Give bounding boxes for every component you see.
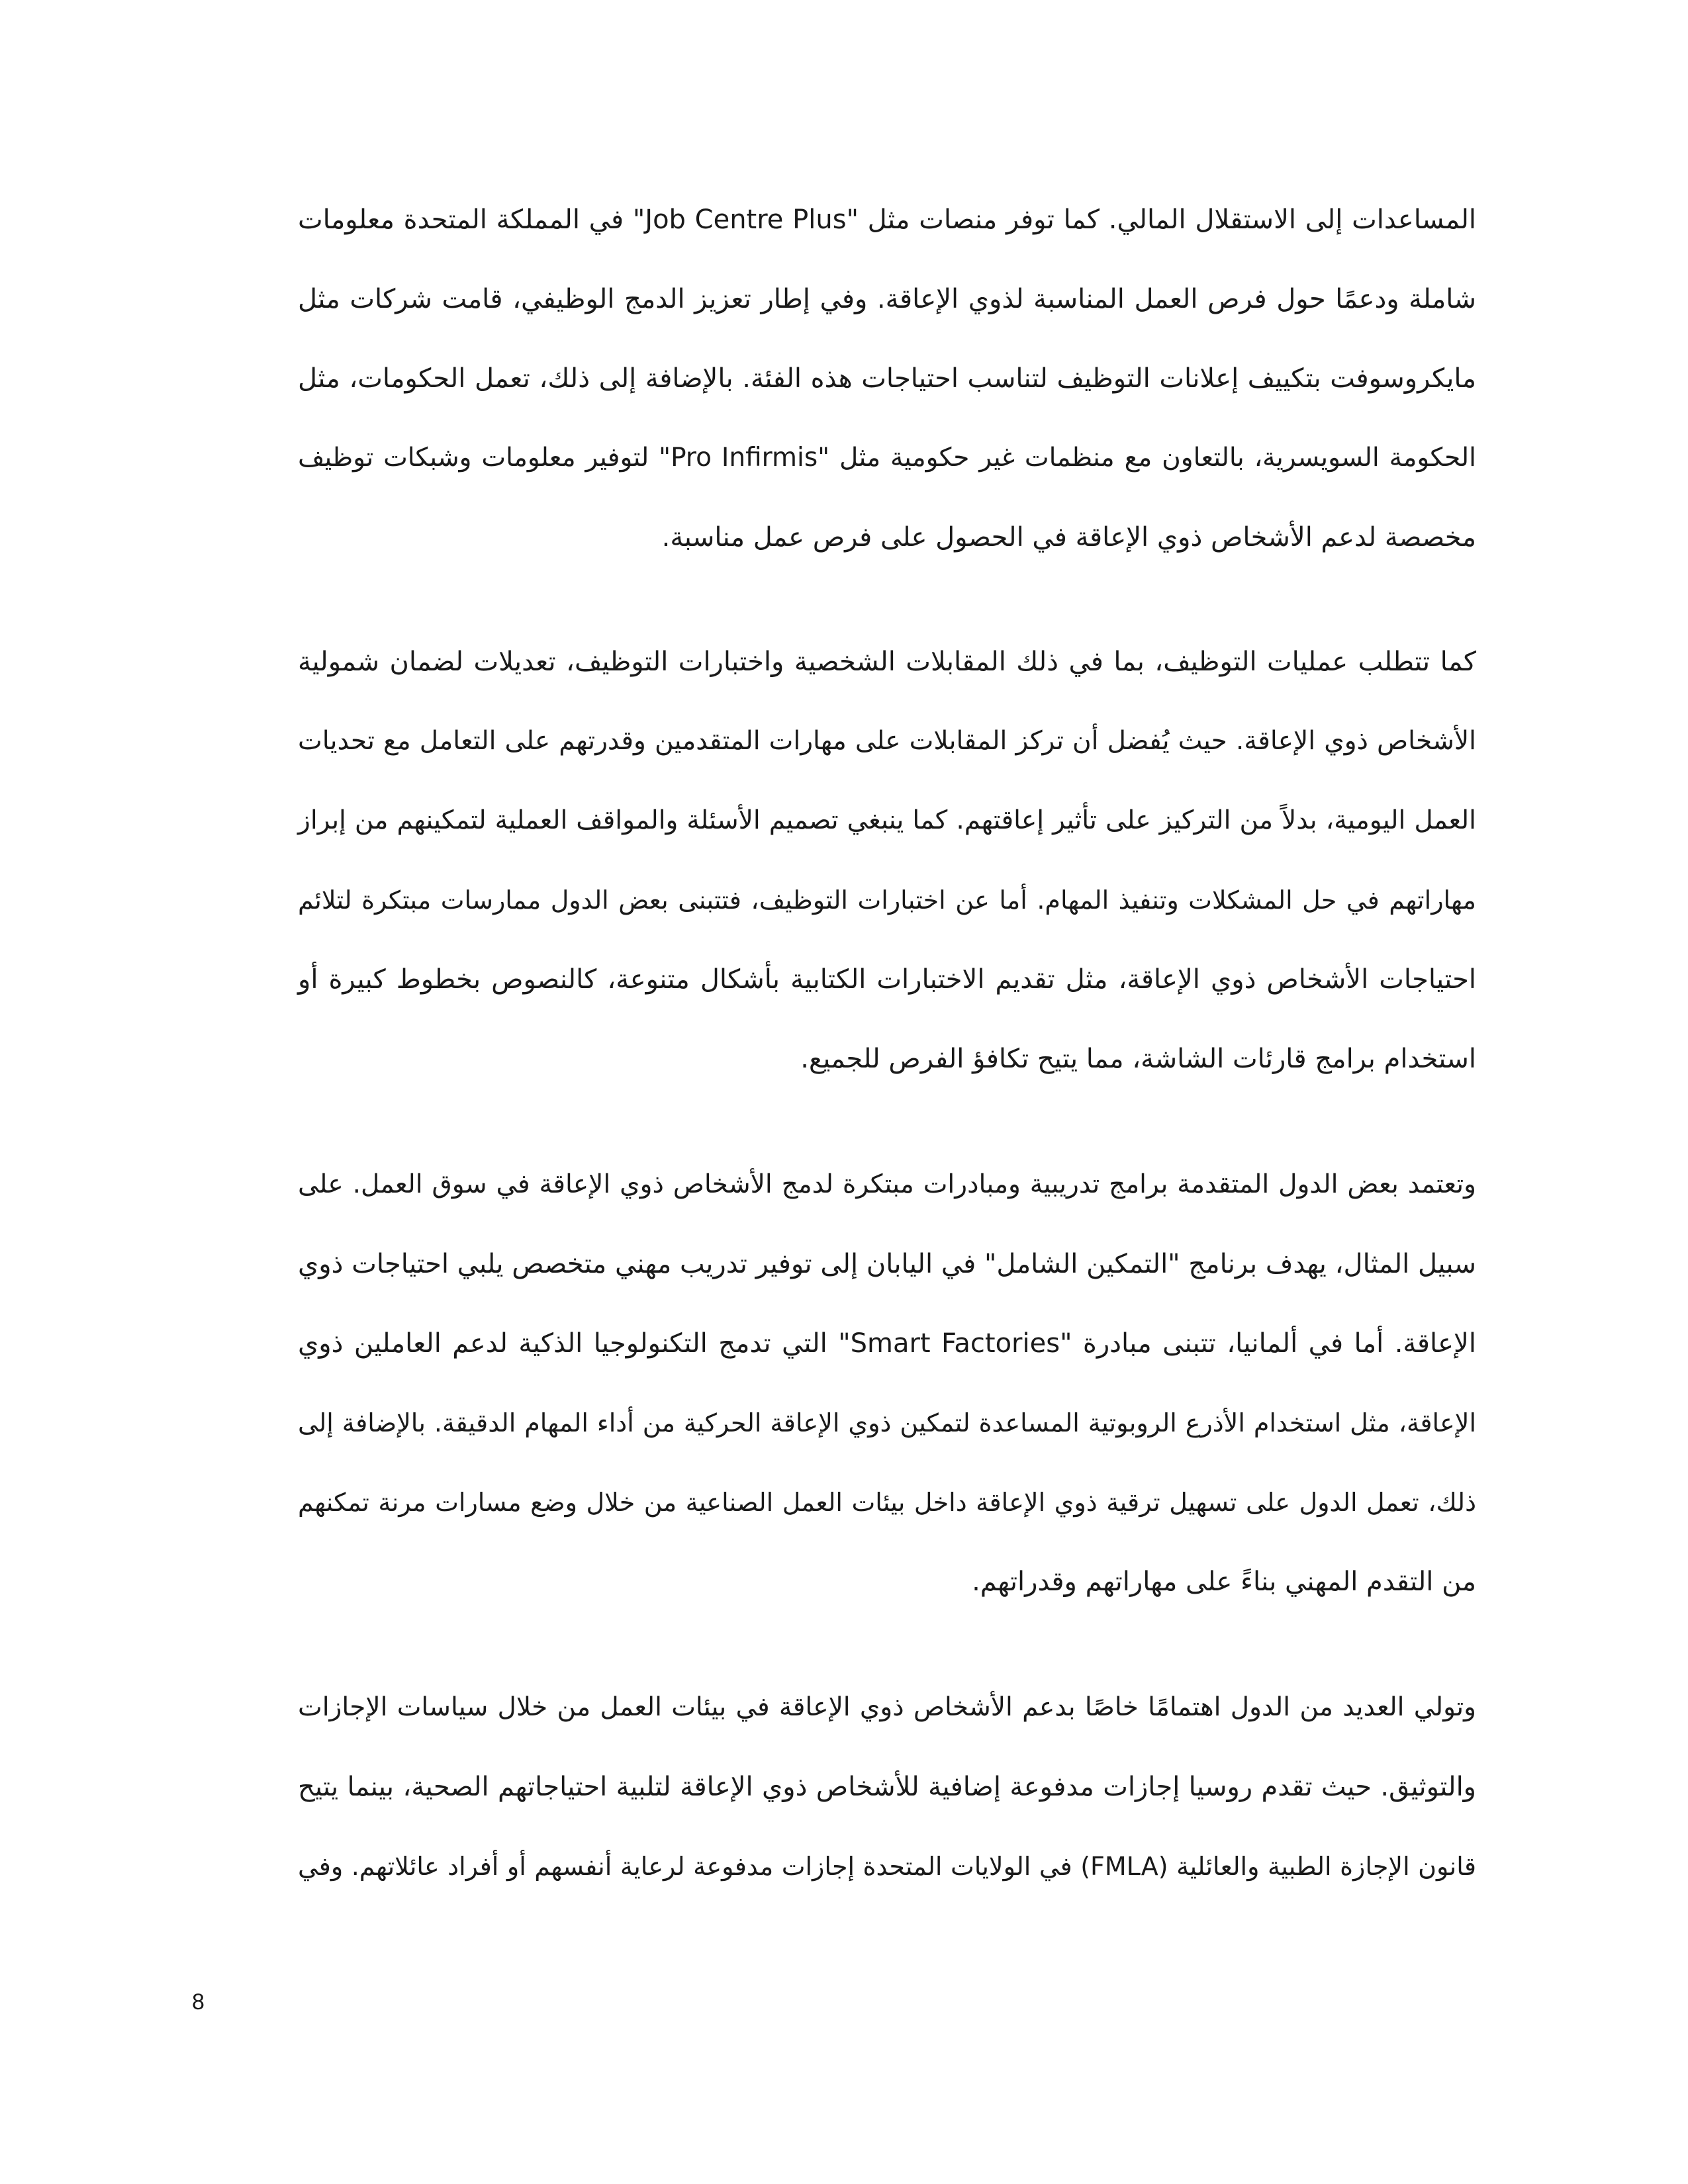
paragraph-4-line-3: قانون الإجازة الطبية والعائلية (FMLA) في الولايات المتحدة إجازات مدفوعة لرعاية أنفسهم أو أفراد عائلاتهم. وفي xyxy=(298,1852,1477,1881)
paragraph-3-line-3: الإعاقة. أما في ألمانيا، تتبنى مبادرة "Smart Factories" التي تدمج التكنولوجيا الذكية لدعم العاملين ذوي xyxy=(298,1328,1476,1359)
paragraph-1-line-5: مخصصة لدعم الأشخاص ذوي الإعاقة في الحصول على فرص عمل مناسبة. xyxy=(661,522,1476,553)
paragraph-3-line-4: الإعاقة، مثل استخدام الأذرع الروبوتية المساعدة لتمكين ذوي الإعاقة الحركية من أداء المهام الدقيقة. بالإضافة إلى xyxy=(298,1408,1476,1437)
paragraph-3-line-5: ذلك، تعمل الدول على تسهيل ترقية ذوي الإعاقة داخل بيئات العمل الصناعية من خلال وضع مسارات مرنة تمكنهم xyxy=(298,1488,1476,1517)
paragraph-1-line-3: مايكروسوفت بتكييف إعلانات التوظيف لتناسب احتياجات هذه الفئة. بالإضافة إلى ذلك، تعمل الحكومات، مثل xyxy=(298,363,1476,394)
paragraph-2-line-2: الأشخاص ذوي الإعاقة. حيث يُفضل أن تركز المقابلات على مهارات المتقدمين وقدرتهم على التعامل مع تحديات xyxy=(298,726,1476,756)
paragraph-1-line-1: المساعدات إلى الاستقلال المالي. كما توفر منصات مثل "Job Centre Plus" في المملكة المتحدة معلومات xyxy=(298,205,1477,235)
paragraph-2-line-3: العمل اليومية، بدلاً من التركيز على تأثير إعاقتهم. كما ينبغي تصميم الأسئلة والمواقف العملية لتمكينهم من إبراز xyxy=(298,805,1476,835)
paragraph-4-line-1: وتولي العديد من الدول اهتمامًا خاصًا بدعم الأشخاص ذوي الإعاقة في بيئات العمل من خلال سياسات الإجازات xyxy=(298,1692,1476,1722)
paragraph-4-line-2: والتوثيق. حيث تقدم روسيا إجازات مدفوعة إضافية للأشخاص ذوي الإعاقة لتلبية احتياجاتهم الصحية، بينما يتيح xyxy=(298,1772,1476,1802)
page-number: 8 xyxy=(192,1989,205,2015)
paragraph-2-line-4: مهاراتهم في حل المشكلات وتنفيذ المهام. أما عن اختبارات التوظيف، فتتبنى بعض الدول ممارسات مبتكرة لتلائم xyxy=(298,886,1476,915)
paragraph-2-line-5: احتياجات الأشخاص ذوي الإعاقة، مثل تقديم الاختبارات الكتابية بأشكال متنوعة، كالنصوص بخطوط كبيرة أو xyxy=(298,964,1476,995)
paragraph-2-line-1: كما تتطلب عمليات التوظيف، بما في ذلك المقابلات الشخصية واختبارات التوظيف، تعديلات لضمان شمولية xyxy=(298,647,1476,677)
paragraph-1-line-2: شاملة ودعمًا حول فرص العمل المناسبة لذوي الإعاقة. وفي إطار تعزيز الدمج الوظيفي، قامت شركات مثل xyxy=(298,284,1476,314)
paragraph-3-line-2: سبيل المثال، يهدف برنامج "التمكين الشامل" في اليابان إلى توفير تدريب مهني متخصص يلبي احتياجات ذوي xyxy=(298,1249,1476,1279)
paragraph-3-line-1: وتعتمد بعض الدول المتقدمة برامج تدريبية ومبادرات مبتكرة لدمج الأشخاص ذوي الإعاقة في سوق العمل. على xyxy=(298,1169,1476,1199)
paragraph-3-line-6: من التقدم المهني بناءً على مهاراتهم وقدراتهم. xyxy=(972,1567,1476,1597)
paragraph-1-line-4: الحكومة السويسرية، بالتعاون مع منظمات غير حكومية مثل "Pro Infirmis" لتوفير معلومات وشبكات توظيف xyxy=(298,443,1477,473)
paragraph-2-line-6: استخدام برامج قارئات الشاشة، مما يتيح تكافؤ الفرص للجميع. xyxy=(800,1044,1476,1074)
